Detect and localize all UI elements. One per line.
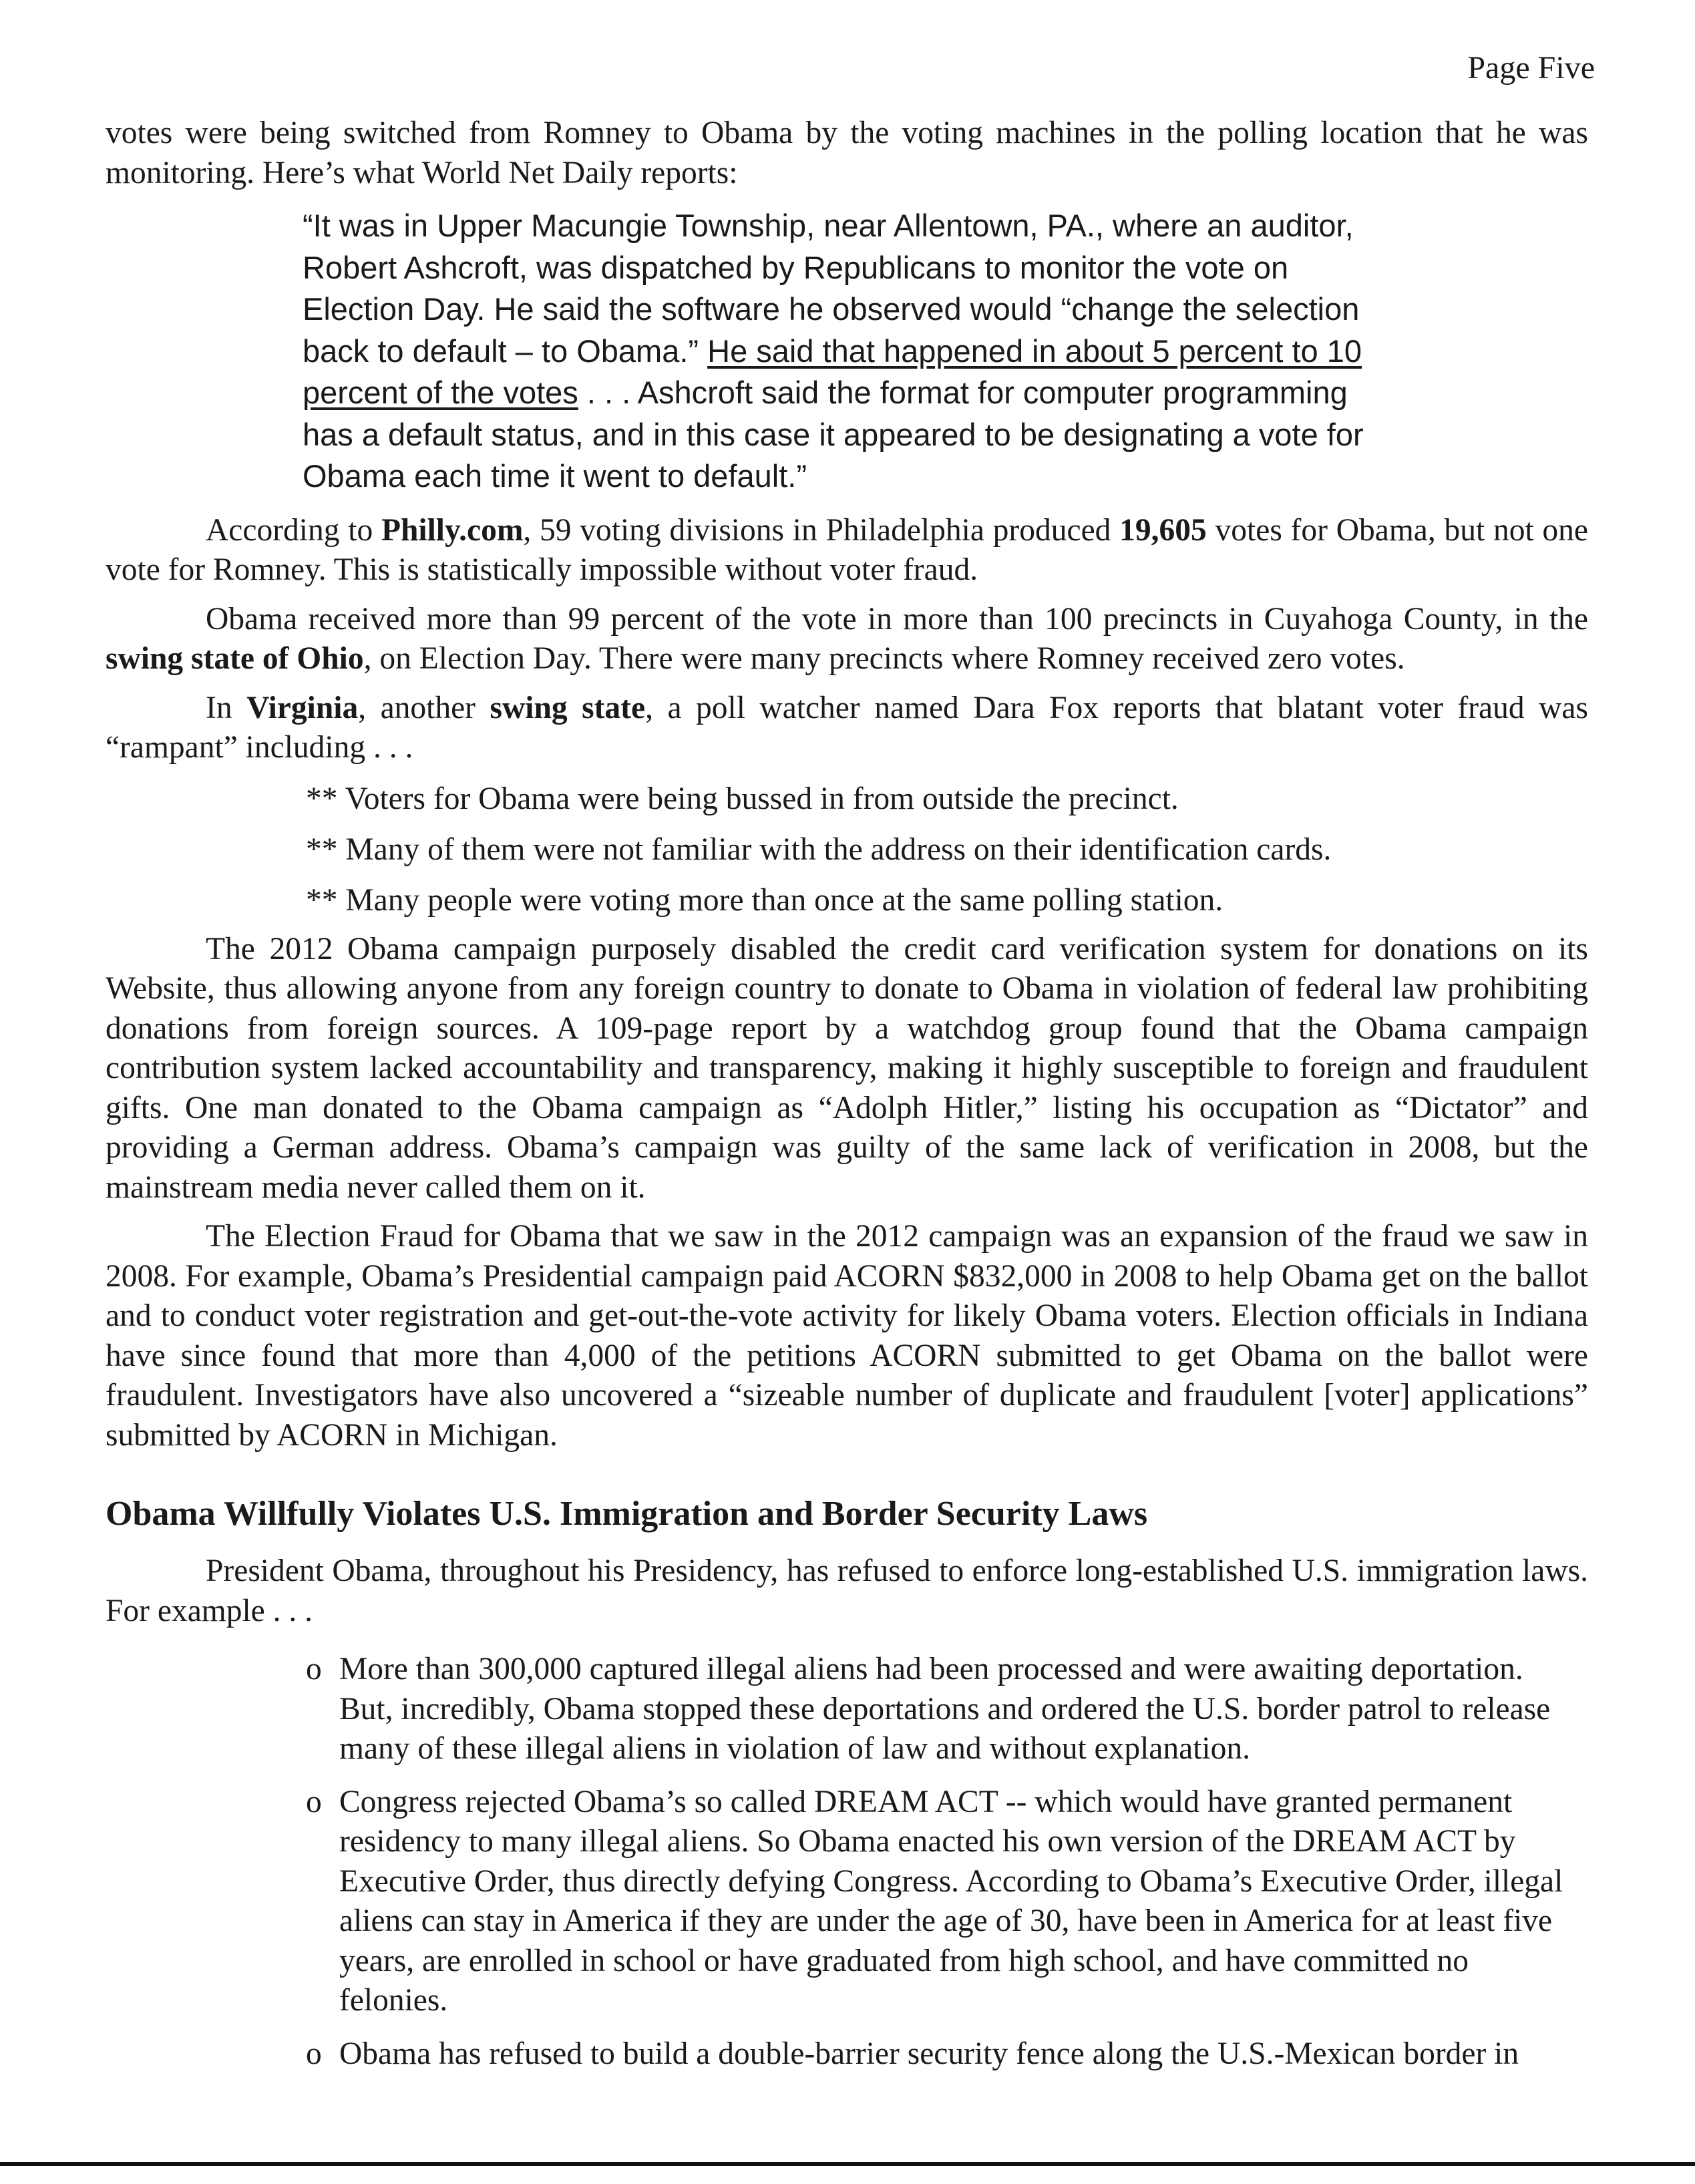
paragraph-acorn: The Election Fraud for Obama that we saw in the 2012 campaign was an expansion of the fraud we saw in 2008. For example, Obama’s Presidential campaign paid ACORN $832,000 in 2008 to help Obama get on the ballot and to conduct voter registration and get-out-the-vote activity for likely Obama voters. Election officials in Indiana have since found that more than 4,000 of the petitions ACORN submitted to get Obama on the ballot were fraudulent. Investigators have also uncovered a “sizeable number of duplicate and fraudulent [voter] applications” submitted by ACORN in Michigan. — [106, 1219, 1588, 1453]
quote-text-end: . . . Ashcroft said the format for computer programming has a default status, and in this case it appeared to be designating a vote for Obama each time it went to default.” — [303, 375, 1364, 494]
text-run: According to — [206, 512, 381, 548]
text-run: , another — [358, 690, 490, 725]
list-item: ** Voters for Obama were being bussed in from outside the precinct. — [306, 781, 1179, 816]
bold-virginia: Virginia — [246, 690, 359, 725]
bold-swing-state: swing state — [490, 690, 646, 725]
list-item — [306, 2034, 1575, 2074]
list-bullet-marker: o — [306, 1652, 322, 1686]
quote-text-start: “It was in Upper Macungie Township, near Allentown, PA., where an auditor, Robert Ashcroft, was dispatched by Republicans to monitor the vote on Election Day. He said the software he observed would “change the selection back to default – to Obama.” — [303, 208, 1360, 369]
paragraph-continuation: votes were being switched from Romney to Obama by the voting machines in the polling location that he was monitoring. Here’s what World Net Daily reports: — [106, 116, 1588, 190]
list-item-text: Obama has refused to build a double-barrier security fence along the U.S.-Mexican border in — [339, 2036, 1519, 2071]
list-item-text: Congress rejected Obama’s so called DREAM ACT -- which would have granted permanent residency to many illegal aliens. So Obama enacted his own version of the DREAM ACT by Executive Order, thus directly defying Congress. According to Obama’s Executive Order, illegal aliens can stay in America if they are under the age of 30, have been in America for at least five years, are enrolled in school or have graduated from high school, and have committed no felonies. — [339, 1784, 1563, 2018]
list-bullet-marker: o — [306, 1784, 322, 1819]
bold-vote-count: 19,605 — [1119, 512, 1207, 548]
text-run: , a poll watcher named Dara Fox reports that blatant voter fraud was “rampant” including . . . — [106, 690, 1588, 765]
text-run: In — [206, 690, 247, 725]
section-heading: Obama Willfully Violates U.S. Immigration and Border Security Laws — [106, 1495, 1148, 1533]
list-item-text: More than 300,000 captured illegal aliens had been processed and were awaiting deportation. But, incredibly, Obama stopped these deportations and ordered the U.S. border patrol to release many of these illegal aliens in violation of law and without explanation. — [339, 1652, 1551, 1766]
list-item: ** Many of them were not familiar with the address on their identification cards. — [306, 832, 1332, 867]
bold-philly-com: Philly.com — [381, 512, 524, 548]
list-item — [306, 1783, 1575, 2021]
text-run: , on Election Day. There were many precincts where Romney received zero votes. — [363, 641, 1405, 676]
document-body — [106, 114, 1588, 2087]
list-item — [306, 1650, 1575, 1769]
bold-swing-state-ohio: swing state of Ohio — [106, 641, 364, 676]
page-number: Page Five — [1467, 50, 1595, 85]
paragraph-credit-card-verification: The 2012 Obama campaign purposely disabled the credit card verification system for donations on its Website, thus allowing anyone from any foreign country to donate to Obama in violation of federal law prohibiting donations from foreign sources. A 109-page report by a watchdog group found that the Obama campaign contribution system lacked accountability and transparency, making it highly susceptible to foreign and fraudulent gifts. One man donated to the Obama campaign as “Adolph Hitler,” listing his occupation as “Dictator” and providing a German address. Obama’s campaign was guilty of the same lack of verification in 2008, but the mainstream media never called them on it. — [106, 931, 1588, 1205]
list-bullet-marker: o — [306, 2036, 322, 2071]
text-run: , 59 voting divisions in Philadelphia produced — [523, 512, 1120, 548]
list-item: ** Many people were voting more than once at the same polling station. — [306, 882, 1223, 918]
bottom-rule — [0, 2162, 1695, 2166]
paragraph-immigration-intro: President Obama, throughout his Presidency, has refused to enforce long-established U.S. immigration laws. For example . . . — [106, 1554, 1588, 1628]
paragraph-philadelphia — [106, 511, 1588, 590]
text-run: Obama received more than 99 percent of the vote in more than 100 precincts in Cuyahoga County, in the — [206, 601, 1588, 636]
paragraph-ohio — [106, 600, 1588, 679]
blockquote-world-net-daily — [303, 205, 1404, 498]
virginia-fraud-list — [306, 777, 1588, 922]
immigration-list — [306, 1650, 1575, 2074]
quote-underlined-text: He said that happened in about 5 percent to 10 percent of the votes — [303, 333, 1362, 410]
paragraph-virginia — [106, 689, 1588, 768]
text-run: votes for Obama, but not one vote for Romney. This is statistically impossible without voter fraud. — [106, 512, 1588, 587]
